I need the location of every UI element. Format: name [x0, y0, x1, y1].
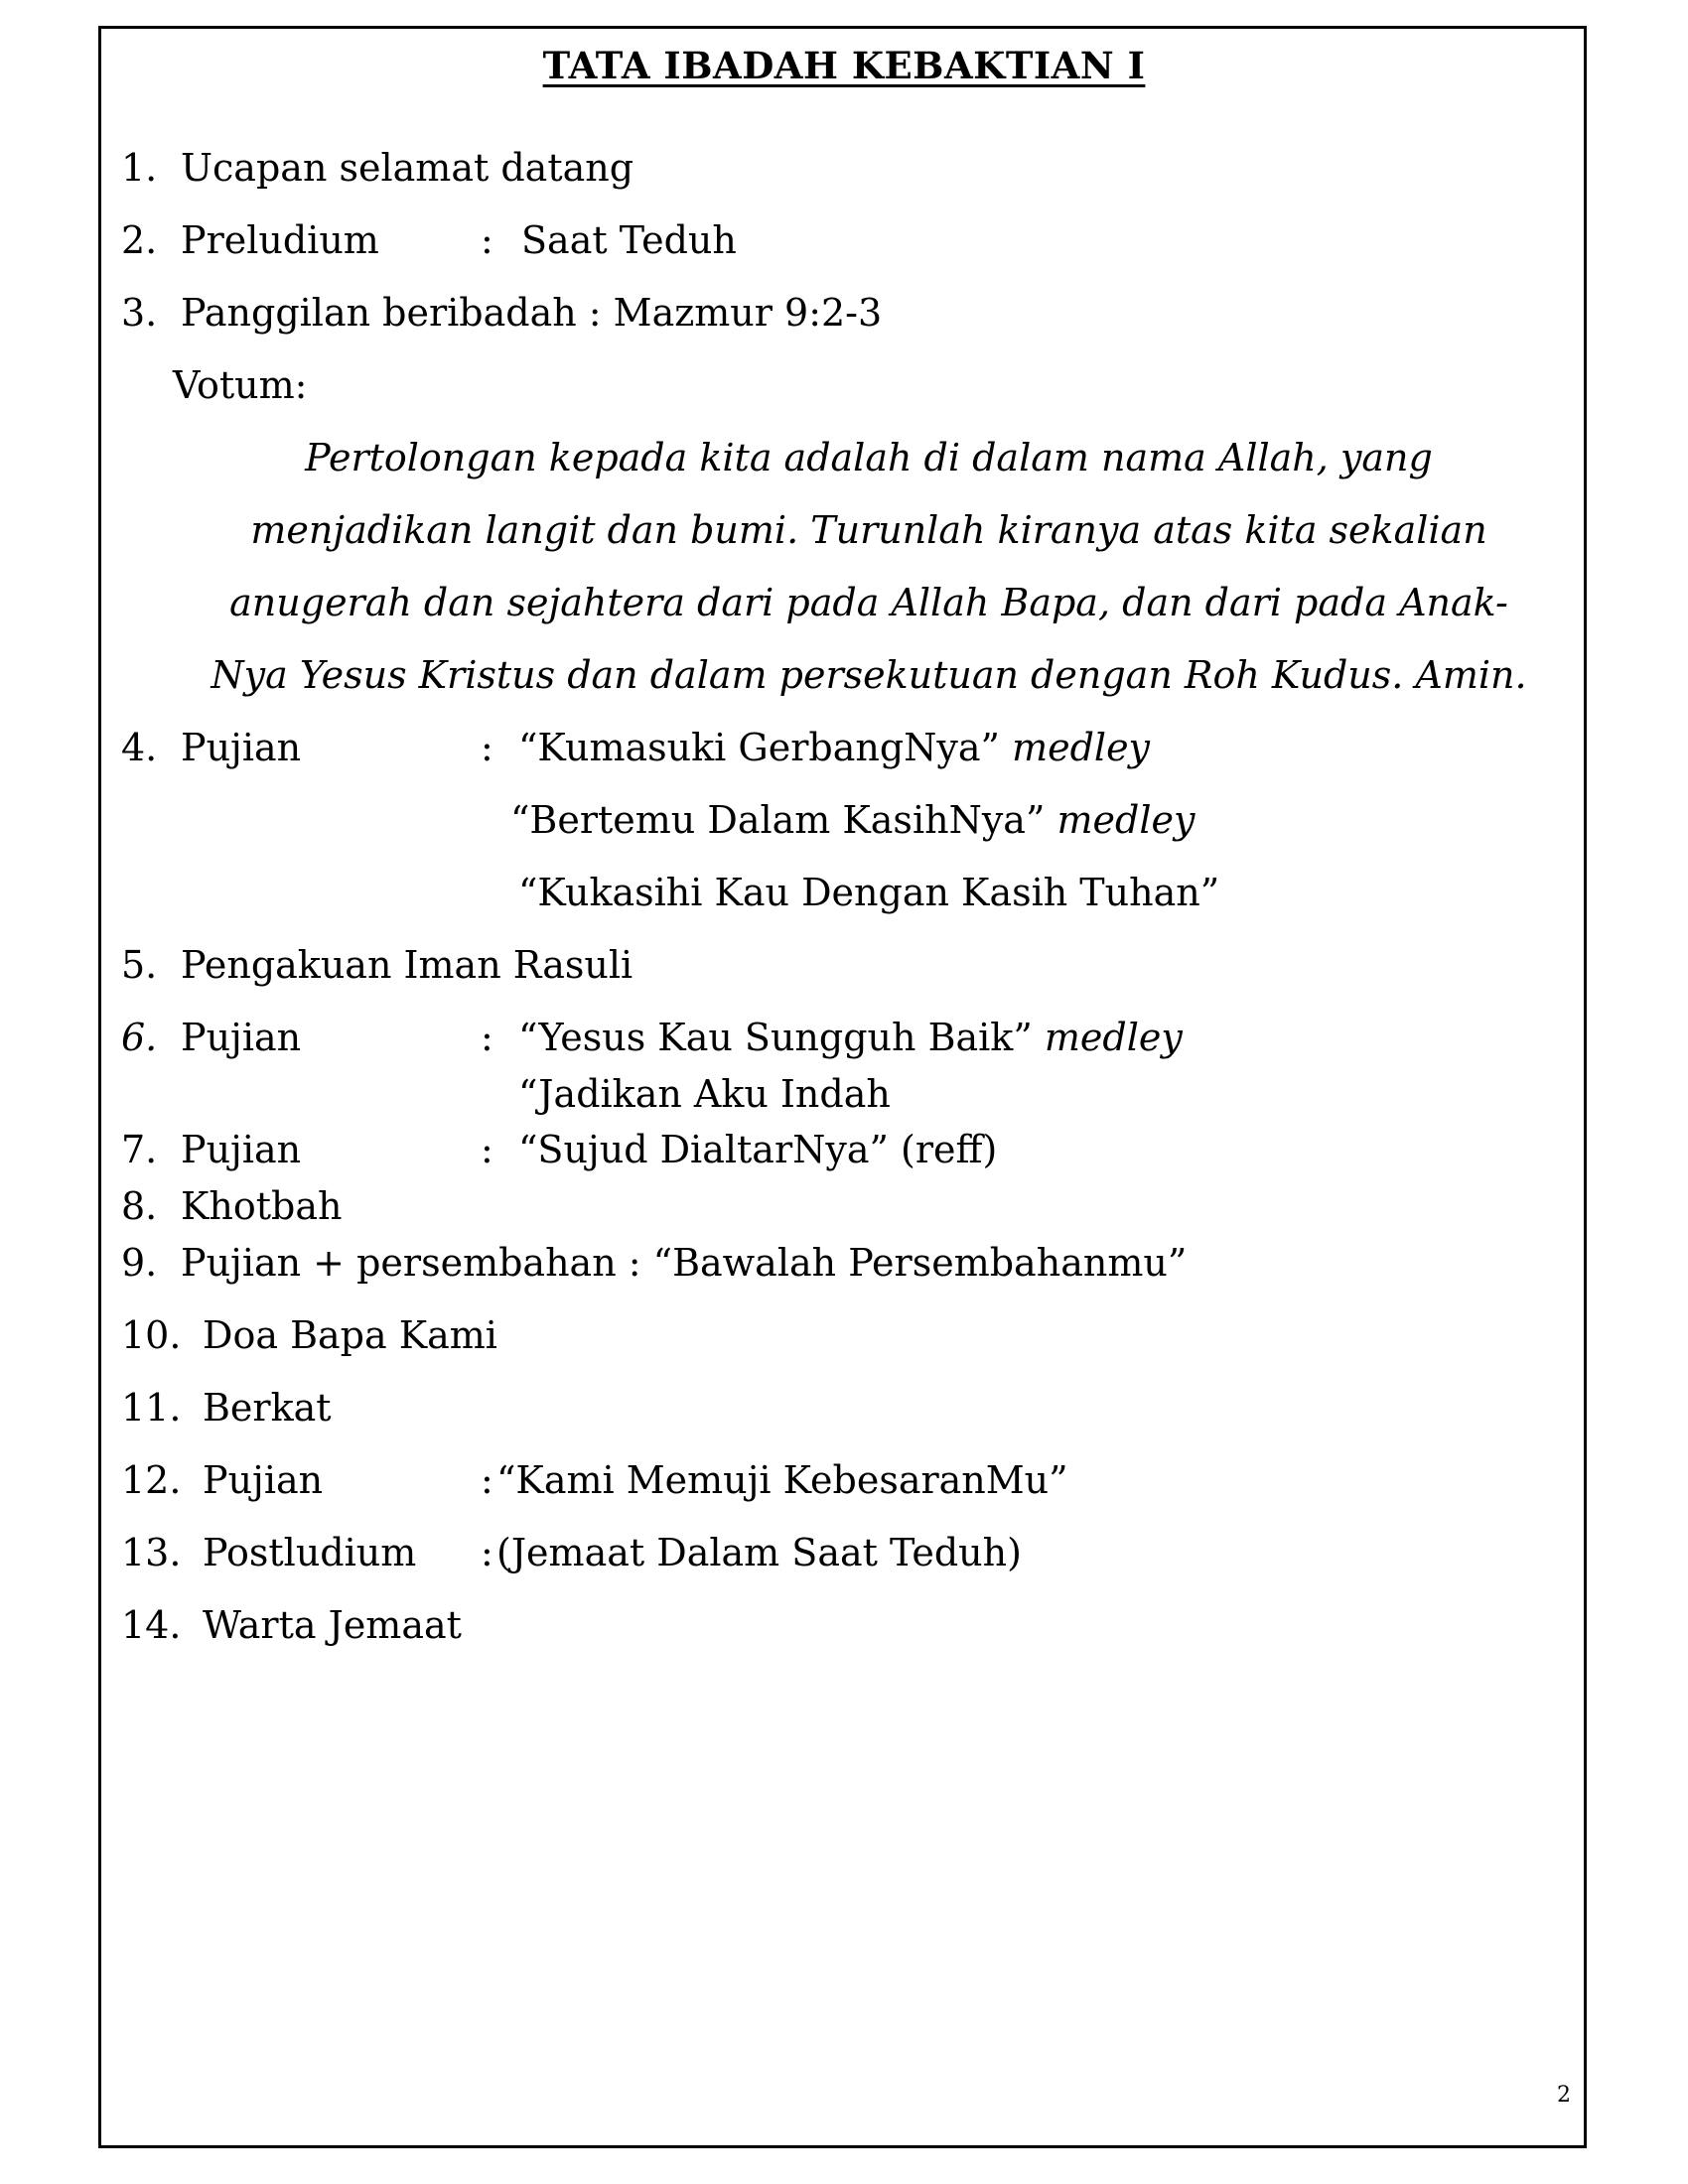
item-label: Pengakuan Iman Rasuli	[181, 943, 633, 987]
song-title: “Yesus Kau Sungguh Baik” medley	[518, 1016, 1183, 1059]
item-number: 11.	[121, 1386, 182, 1430]
item-number: 10.	[121, 1313, 182, 1357]
item-number: 13.	[121, 1531, 182, 1574]
item-label: Ucapan selamat datang	[181, 146, 634, 190]
votum-line: menjadikan langit dan bumi. Turunlah kiranya atas kita sekalian	[250, 508, 1487, 552]
item-label: Pujian	[181, 1128, 302, 1171]
item-label: Preludium	[181, 218, 379, 262]
item-label: Pujian	[181, 726, 302, 769]
song-title: “Kukasihi Kau Dengan Kasih Tuhan”	[518, 871, 1220, 914]
song-title: “Bertemu Dalam KasihNya” medley	[510, 798, 1196, 842]
item-number: 5.	[121, 943, 158, 987]
votum-label: Votum:	[173, 363, 308, 407]
item-label: Postludium	[203, 1531, 417, 1574]
votum-line: anugerah dan sejahtera dari pada Allah Bapa, dan dari pada Anak-	[229, 581, 1508, 624]
song-title: “Jadikan Aku Indah	[518, 1072, 891, 1116]
item-number: 2.	[121, 218, 158, 262]
votum-line: Nya Yesus Kristus dan dalam persekutuan dengan Roh Kudus. Amin.	[211, 653, 1527, 697]
item-number: 9.	[121, 1241, 158, 1285]
item-value: (Jemaat Dalam Saat Teduh)	[496, 1531, 1022, 1574]
item-number: 3.	[121, 291, 158, 335]
item-value: “Kami Memuji KebesaranMu”	[496, 1458, 1068, 1502]
page-number: 2	[1557, 2083, 1571, 2108]
item-label: Pujian	[203, 1458, 324, 1502]
document-title: TATA IBADAH KEBAKTIAN I	[542, 44, 1146, 87]
song-note: medley	[1044, 1016, 1183, 1059]
item-value: “Sujud DialtarNya” (reff)	[518, 1128, 998, 1171]
item-colon: :	[481, 1531, 493, 1574]
item-colon: :	[481, 1458, 493, 1502]
item-number: 14.	[121, 1603, 182, 1647]
item-number: 7.	[121, 1128, 158, 1171]
item-label: Warta Jemaat	[203, 1603, 462, 1647]
song-note: medley	[1012, 726, 1151, 769]
item-label: Pujian + persembahan : “Bawalah Persembahanmu”	[181, 1241, 1188, 1285]
item-colon: :	[481, 726, 493, 769]
item-label: Panggilan beribadah : Mazmur 9:2-3	[181, 291, 883, 335]
votum-line: Pertolongan kepada kita adalah di dalam nama Allah, yang	[305, 436, 1433, 479]
item-label: Doa Bapa Kami	[203, 1313, 497, 1357]
song-note: medley	[1056, 798, 1196, 842]
item-number: 6.	[121, 1016, 158, 1059]
item-colon: :	[481, 1016, 493, 1059]
item-label: Khotbah	[181, 1184, 343, 1228]
item-number: 1.	[121, 146, 158, 190]
item-value: Saat Teduh	[521, 218, 737, 262]
item-label: Berkat	[203, 1386, 332, 1430]
item-label: Pujian	[181, 1016, 302, 1059]
item-number: 8.	[121, 1184, 158, 1228]
item-colon: :	[481, 1128, 493, 1171]
item-colon: :	[481, 218, 493, 262]
item-number: 4.	[121, 726, 158, 769]
item-number: 12.	[121, 1458, 182, 1502]
song-title: “Kumasuki GerbangNya” medley	[518, 726, 1151, 769]
